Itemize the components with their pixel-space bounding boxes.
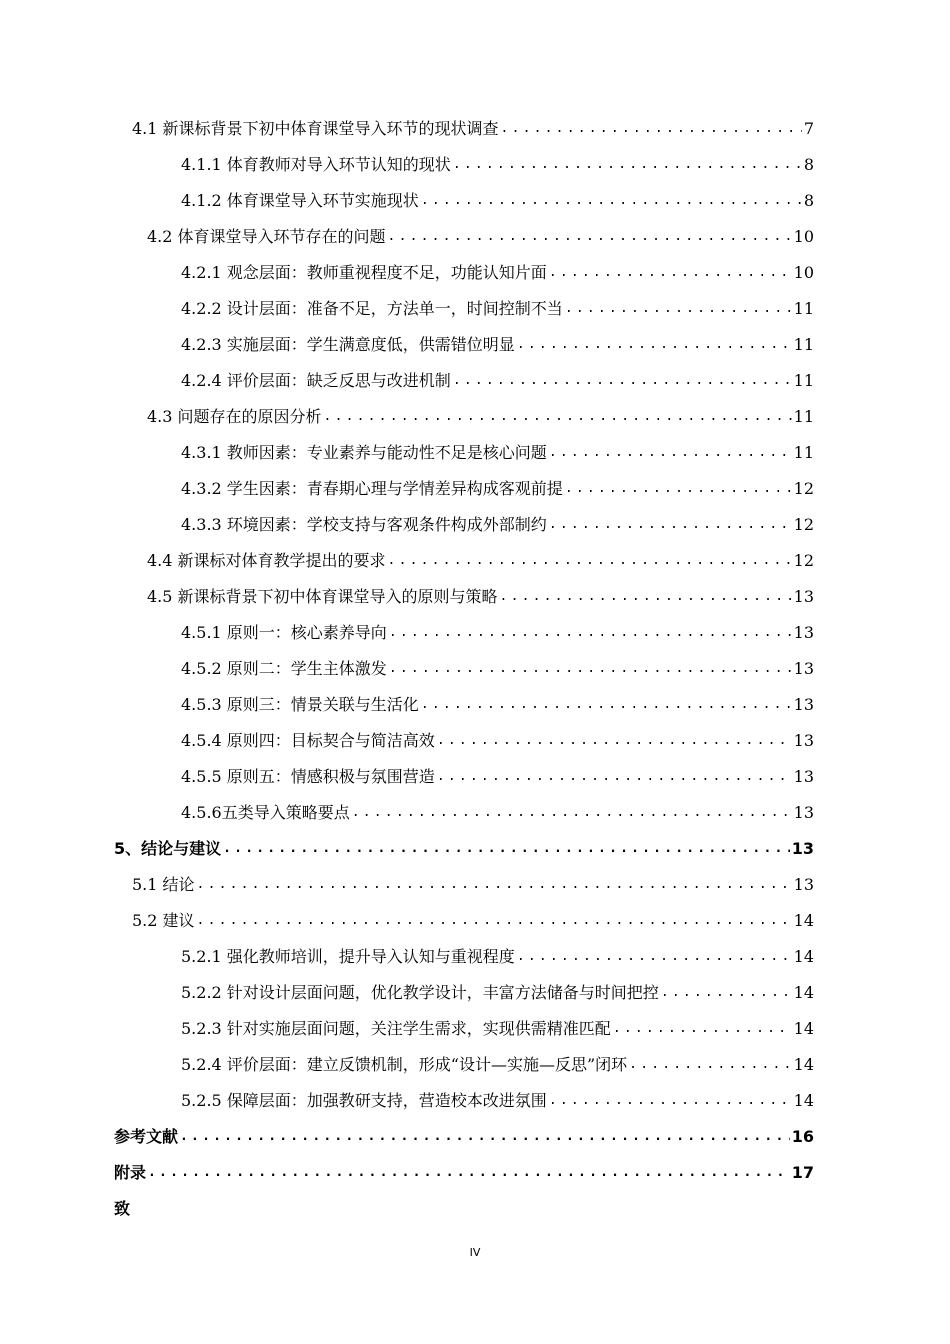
toc-leader <box>223 838 790 860</box>
toc-entry-4-5-3[interactable]: 4.5.3 原则三：情景关联与生活化 ..... 13 <box>181 686 814 716</box>
toc-entry-5-2-5[interactable]: 5.2.5 保障层面：加强教研支持，营造校本改进氛围 ..... 14 <box>181 1082 814 1112</box>
toc-leader <box>197 874 792 896</box>
toc-entry-references[interactable]: 参考文献 ..... 16 <box>114 1118 814 1148</box>
toc-leader <box>549 262 792 284</box>
toc-entry-5-2-2[interactable]: 5.2.2 针对设计层面问题，优化教学设计，丰富方法储备与时间把控 ..... 14 <box>181 974 814 1004</box>
toc-entry-4-5[interactable]: 4.5 新课标背景下初中体育课堂导入的原则与策略 ..... 13 <box>147 578 814 608</box>
toc-entry-4-2-1[interactable]: 4.2.1 观念层面：教师重视程度不足，功能认知片面 ..... 10 <box>181 254 814 284</box>
toc-leader <box>437 730 792 752</box>
toc-leader <box>613 1018 792 1040</box>
toc-entry-5-1[interactable]: 5.1 结论 ..... 13 <box>132 866 814 896</box>
toc-leader <box>352 802 792 824</box>
toc-entry-5-2[interactable]: 5.2 建议 ..... 14 <box>132 902 814 932</box>
toc-entry-4-3-2[interactable]: 4.3.2 学生因素：青春期心理与学情差异构成客观前提 ..... 12 <box>181 470 814 500</box>
toc-entry-5[interactable]: 5、结论与建议 ..... 13 <box>114 830 814 860</box>
toc-entry-4-3-3[interactable]: 4.3.3 环境因素：学校支持与客观条件构成外部制约 ..... 12 <box>181 506 814 536</box>
toc-entry-4-1-2[interactable]: 4.1.2 体育课堂导入环节实施现状 ..... 8 <box>181 182 814 212</box>
toc-leader <box>629 1054 791 1076</box>
toc-entry-acknowledgement[interactable]: 致 <box>114 1199 131 1218</box>
toc-leader <box>388 550 792 572</box>
toc-leader <box>388 226 792 248</box>
toc-entry-appendix[interactable]: 附录 ..... 17 <box>114 1154 814 1184</box>
toc-leader <box>501 118 802 140</box>
toc-entry-5-2-1[interactable]: 5.2.1 强化教师培训，提升导入认知与重视程度 ..... 14 <box>181 938 814 968</box>
toc-leader <box>661 982 792 1004</box>
toc-leader <box>197 910 792 932</box>
toc-leader <box>421 694 792 716</box>
toc-entry-4-1-1[interactable]: 4.1.1 体育教师对导入环节认知的现状 ..... 8 <box>181 146 814 176</box>
toc-entry-4-4[interactable]: 4.4 新课标对体育教学提出的要求 ..... 12 <box>147 542 814 572</box>
toc-leader <box>421 190 802 212</box>
toc-leader <box>549 442 792 464</box>
toc-leader <box>389 622 792 644</box>
toc-entry-4-5-4[interactable]: 4.5.4 原则四：目标契合与简洁高效 ..... 13 <box>181 722 814 752</box>
toc-leader <box>389 658 792 680</box>
toc-entry-5-2-3[interactable]: 5.2.3 针对实施层面问题，关注学生需求，实现供需精准匹配 ..... 14 <box>181 1010 814 1040</box>
toc-leader <box>565 298 792 320</box>
toc-leader <box>517 334 792 356</box>
toc-entry-4-2[interactable]: 4.2 体育课堂导入环节存在的问题 ..... 10 <box>147 218 814 248</box>
toc-entry-4-5-6[interactable]: 4.5.6五类导入策略要点 ..... 13 <box>181 794 814 824</box>
toc-leader <box>565 478 792 500</box>
page-number: IV <box>469 1246 481 1259</box>
toc-leader <box>517 946 792 968</box>
toc-leader <box>180 1126 790 1148</box>
toc-leader <box>324 406 792 428</box>
toc-entry-4-5-2[interactable]: 4.5.2 原则二：学生主体激发 ..... 13 <box>181 650 814 680</box>
toc-entry-4-2-4[interactable]: 4.2.4 评价层面：缺乏反思与改进机制 ..... 11 <box>181 362 814 392</box>
toc-entry-4-3-1[interactable]: 4.3.1 教师因素：专业素养与能动性不足是核心问题 ..... 11 <box>181 434 814 464</box>
toc-entry-4-5-5[interactable]: 4.5.5 原则五：情感积极与氛围营造 ..... 13 <box>181 758 814 788</box>
toc-leader <box>453 370 792 392</box>
toc-entry-4-5-1[interactable]: 4.5.1 原则一：核心素养导向 ..... 13 <box>181 614 814 644</box>
toc-leader <box>148 1162 790 1184</box>
toc-leader <box>453 154 802 176</box>
toc-entry-4-3[interactable]: 4.3 问题存在的原因分析 ..... 11 <box>147 398 814 428</box>
toc-leader <box>549 514 792 536</box>
toc-entry-5-2-4[interactable]: 5.2.4 评价层面：建立反馈机制，形成“设计—实施—反思”闭环 ..... 14 <box>181 1046 814 1076</box>
toc-leader <box>549 1090 792 1112</box>
toc-entry-4-1[interactable]: 4.1 新课标背景下初中体育课堂导入环节的现状调查 ..... 7 <box>132 110 814 140</box>
toc-entry-4-2-2[interactable]: 4.2.2 设计层面：准备不足，方法单一，时间控制不当 ..... 11 <box>181 290 814 320</box>
toc-leader <box>437 766 792 788</box>
toc-entry-4-2-3[interactable]: 4.2.3 实施层面：学生满意度低，供需错位明显 ..... 11 <box>181 326 814 356</box>
toc-leader <box>500 586 792 608</box>
